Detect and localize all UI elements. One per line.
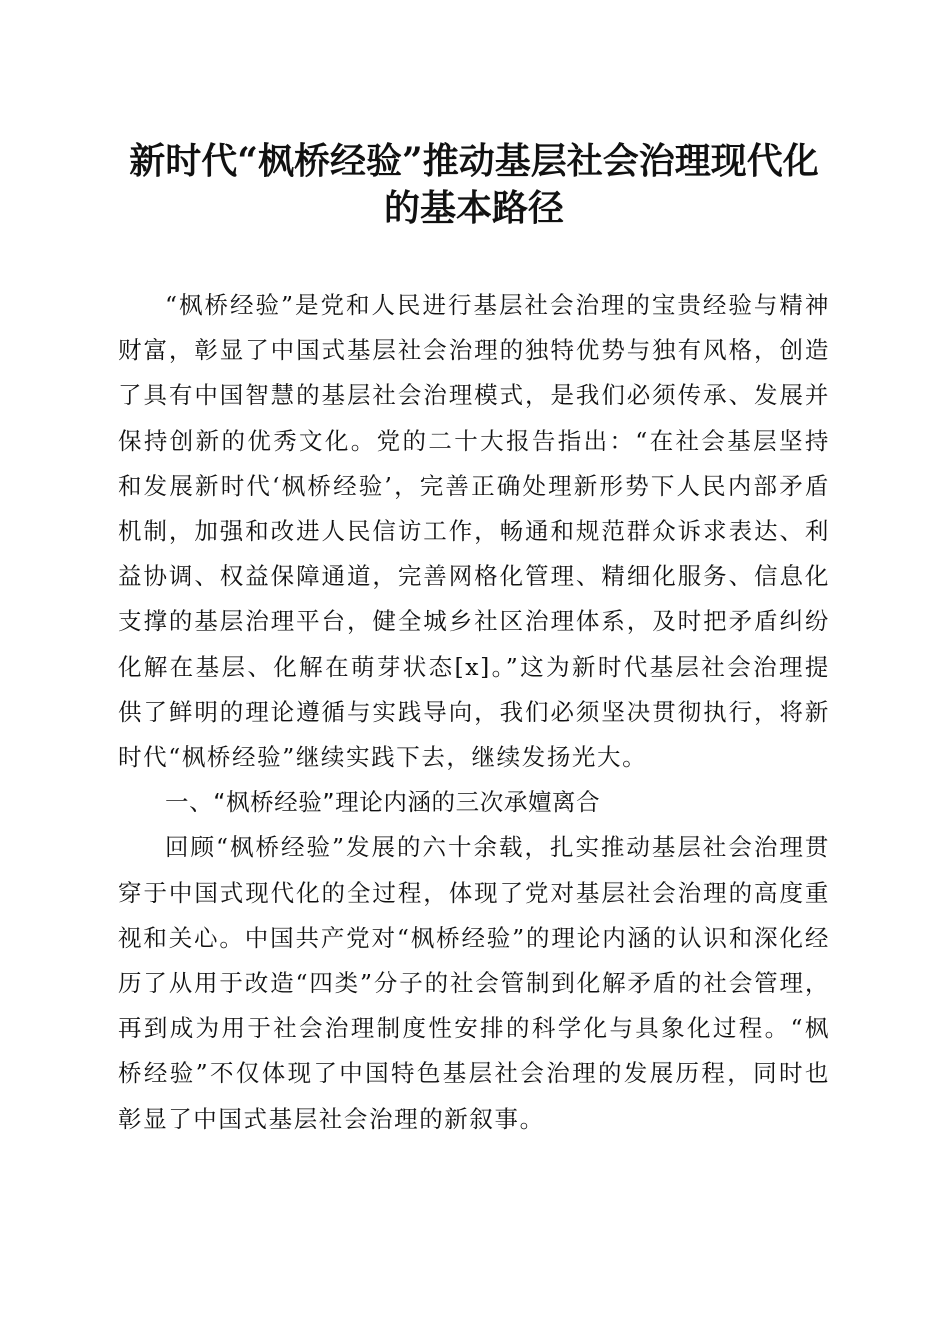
intro-paragraph: “枫桥经验”是党和人民进行基层社会治理的宝贵经验与精神财富，彰显了中国式基层社会治理的独特优势与独有风格，创造了具有中国智慧的基层社会治理模式，是我们必须传承、发展并保持创新的优秀文化。党的二十大报告指出：“在社会基层坚持和发展新时代‘枫桥经验’，完善正确处理新形势下人民内部矛盾机制，加强和改进人民信访工作，畅通和规范群众诉求表达、利益协调、权益保障通道，完善网格化管理、精细化服务、信息化支撑的基层治理平台，健全城乡社区治理体系，及时把矛盾纠纷化解在基层、化解在萌芽状态[x]。”这为新时代基层社会治理提供了鲜明的理论遵循与实践导向，我们必须坚决贯彻执行，将新时代“枫桥经验”继续实践下去，继续发扬光大。 <box>118 291 830 772</box>
section-heading-1: 一、“枫桥经验”理论内涵的三次承嬗离合 <box>165 788 601 817</box>
title-line-2: 的基本路径 <box>383 187 564 229</box>
document-page <box>118 138 830 1142</box>
body-paragraph-2: 回顾“枫桥经验”发展的六十余载，扎实推动基层社会治理贯穿于中国式现代化的全过程，体现了党对基层社会治理的高度重视和关心。中国共产党对“枫桥经验”的理论内涵的认识和深化经历了从用于改造“四类”分子的社会管制到化解矛盾的社会管理，再到成为用于社会治理制度性安排的科学化与具象化过程。“枫桥经验”不仅体现了中国特色基层社会治理的发展历程，同时也彰显了中国式基层社会治理的新叙事。 <box>118 833 830 1133</box>
title-line-1: 新时代“枫桥经验”推动基层社会治理现代化 <box>129 140 819 182</box>
document-title <box>118 138 830 232</box>
